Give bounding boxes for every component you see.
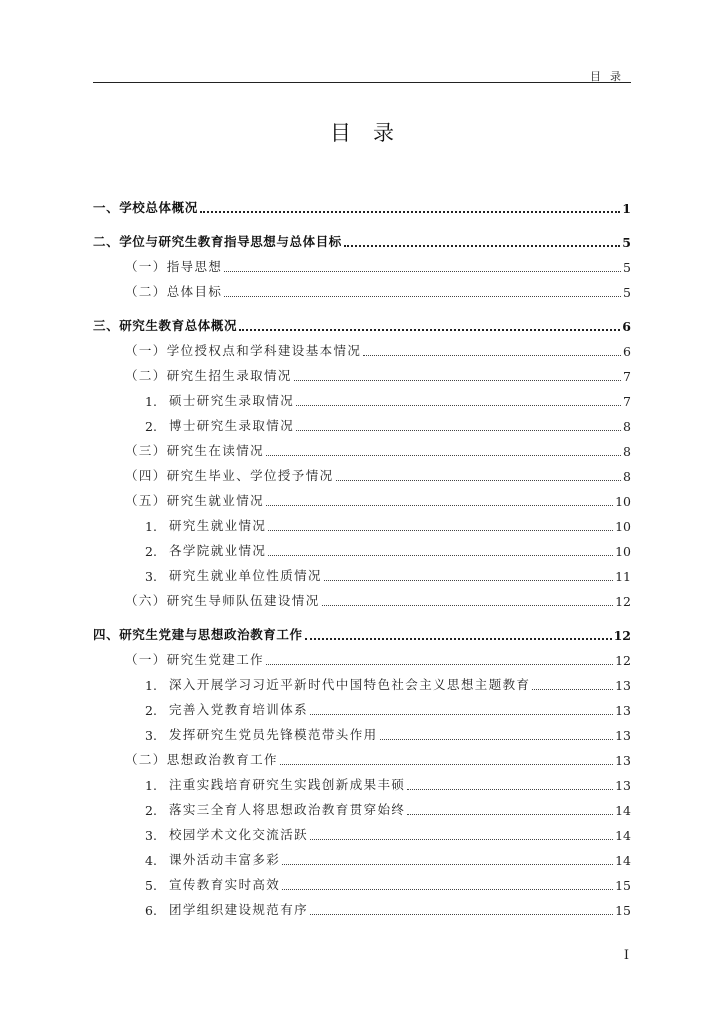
toc-entry[interactable]: [93, 893, 631, 918]
toc-entry[interactable]: [93, 459, 631, 484]
toc-page-number: 1: [622, 201, 631, 216]
toc-page-number: 14: [615, 803, 631, 818]
toc-dot-leader: [266, 455, 621, 456]
toc-entry-number: 2.: [145, 803, 157, 818]
toc-entry-number: 1.: [145, 394, 157, 409]
toc-dot-leader: [224, 271, 621, 272]
toc-entry-label: 博士研究生录取情况: [169, 418, 295, 433]
toc-entry[interactable]: [93, 843, 631, 868]
toc-entry-label: 三、研究生教育总体概况: [93, 318, 238, 333]
toc-entry-label: 课外活动丰富多彩: [169, 852, 281, 867]
toc-entry-label: （四）研究生毕业、学位授予情况: [125, 468, 334, 483]
toc-page-number: 10: [615, 519, 631, 534]
toc-entry[interactable]: [93, 818, 631, 843]
toc-page-number: 8: [623, 469, 631, 484]
toc-entry-number: 3.: [145, 728, 157, 743]
toc-dot-leader: [239, 329, 620, 331]
table-of-contents: [93, 191, 631, 918]
toc-dot-leader: [296, 405, 621, 406]
toc-page-number: 5: [622, 235, 631, 250]
toc-entry[interactable]: [93, 250, 631, 275]
toc-entry[interactable]: [93, 275, 631, 300]
toc-entry-label: 研究生就业情况: [169, 518, 267, 533]
toc-entry-number: 1.: [145, 519, 157, 534]
toc-entry-number: 3.: [145, 828, 157, 843]
toc-dot-leader: [322, 605, 613, 606]
toc-entry-label: （五）研究生就业情况: [125, 493, 265, 508]
toc-page-number: 13: [615, 778, 631, 793]
toc-entry-number: 1.: [145, 678, 157, 693]
toc-dot-leader: [324, 580, 613, 581]
toc-dot-leader: [532, 689, 613, 690]
toc-entry[interactable]: [93, 718, 631, 743]
toc-dot-leader: [407, 814, 613, 815]
toc-entry[interactable]: [93, 693, 631, 718]
toc-dot-leader: [310, 714, 613, 715]
toc-page-number: 10: [615, 494, 631, 509]
toc-entry-label: 四、研究生党建与思想政治教育工作: [93, 627, 303, 642]
toc-entry-number: 4.: [145, 853, 157, 868]
toc-entry[interactable]: [93, 743, 631, 768]
toc-entry-label: 完善入党教育培训体系: [169, 702, 309, 717]
toc-dot-leader: [266, 664, 613, 665]
toc-entry-label: 发挥研究生党员先锋模范带头作用: [169, 727, 378, 742]
toc-dot-leader: [294, 380, 621, 381]
toc-entry[interactable]: [93, 359, 631, 384]
page-title: 目录: [330, 121, 416, 145]
toc-entry-label: 注重实践培育研究生实践创新成果丰硕: [169, 777, 406, 792]
toc-entry-label: （一）学位授权点和学科建设基本情况: [125, 343, 362, 358]
toc-entry[interactable]: [93, 409, 631, 434]
toc-entry[interactable]: [93, 509, 631, 534]
toc-entry-number: 1.: [145, 778, 157, 793]
toc-dot-leader: [266, 505, 613, 506]
toc-page-number: 14: [615, 828, 631, 843]
toc-dot-leader: [200, 211, 620, 213]
toc-dot-leader: [280, 764, 613, 765]
toc-page-number: 13: [615, 678, 631, 693]
toc-entry[interactable]: [93, 225, 631, 250]
toc-dot-leader: [310, 914, 613, 915]
toc-dot-leader: [268, 530, 613, 531]
toc-entry-label: 团学组织建设规范有序: [169, 902, 309, 917]
toc-entry[interactable]: [93, 768, 631, 793]
toc-page-number: 6: [623, 344, 631, 359]
toc-page-number: 15: [615, 903, 631, 918]
toc-dot-leader: [344, 245, 620, 247]
toc-dot-leader: [224, 296, 621, 297]
toc-page-number: 5: [623, 260, 631, 275]
toc-page-number: 7: [623, 394, 631, 409]
toc-dot-leader: [336, 480, 621, 481]
toc-dot-leader: [282, 864, 613, 865]
footer-page-number: I: [623, 948, 629, 963]
toc-entry[interactable]: [93, 559, 631, 584]
toc-page-number: 15: [615, 878, 631, 893]
toc-entry-number: 2.: [145, 419, 157, 434]
toc-entry-number: 3.: [145, 569, 157, 584]
toc-entry-label: （二）研究生招生录取情况: [125, 368, 292, 383]
toc-page-number: 5: [623, 285, 631, 300]
toc-entry[interactable]: [93, 191, 631, 216]
toc-dot-leader: [363, 355, 621, 356]
toc-page-number: 7: [623, 369, 631, 384]
toc-page-number: 13: [615, 703, 631, 718]
toc-entry-number: 5.: [145, 878, 157, 893]
toc-page-number: 12: [615, 653, 631, 668]
toc-page-number: 11: [615, 569, 631, 584]
running-header: 目录: [590, 70, 630, 83]
toc-entry-label: 各学院就业情况: [169, 543, 267, 558]
toc-dot-leader: [407, 789, 613, 790]
toc-entry-label: （一）研究生党建工作: [125, 652, 265, 667]
toc-entry-label: 深入开展学习习近平新时代中国特色社会主义思想主题教育: [169, 677, 531, 692]
toc-entry[interactable]: [93, 793, 631, 818]
toc-entry-label: （一）指导思想: [125, 259, 223, 274]
toc-entry[interactable]: [93, 434, 631, 459]
toc-entry-label: 硕士研究生录取情况: [169, 393, 295, 408]
toc-entry-label: （二）思想政治教育工作: [125, 752, 278, 767]
toc-page-number: 12: [613, 628, 631, 643]
toc-dot-leader: [305, 638, 612, 640]
toc-entry-label: （六）研究生导师队伍建设情况: [125, 593, 320, 608]
toc-entry-number: 2.: [145, 544, 157, 559]
toc-page-number: 8: [623, 419, 631, 434]
toc-entry-number: 6.: [145, 903, 157, 918]
toc-entry[interactable]: [93, 584, 631, 609]
toc-entry-label: 二、学位与研究生教育指导思想与总体目标: [93, 234, 342, 249]
toc-dot-leader: [268, 555, 613, 556]
toc-page-number: 8: [623, 444, 631, 459]
toc-page-number: 12: [615, 594, 631, 609]
toc-entry[interactable]: [93, 384, 631, 409]
toc-dot-leader: [310, 839, 613, 840]
toc-entry-number: 2.: [145, 703, 157, 718]
toc-page-number: 10: [615, 544, 631, 559]
toc-entry-label: 研究生就业单位性质情况: [169, 568, 322, 583]
toc-entry[interactable]: [93, 643, 631, 668]
header-rule: [93, 82, 631, 83]
toc-entry[interactable]: [93, 334, 631, 359]
toc-entry[interactable]: [93, 618, 631, 643]
toc-dot-leader: [380, 739, 614, 740]
toc-entry[interactable]: [93, 668, 631, 693]
toc-page-number: 6: [622, 319, 631, 334]
toc-entry[interactable]: [93, 484, 631, 509]
toc-entry-label: （三）研究生在读情况: [125, 443, 265, 458]
toc-entry-label: （二）总体目标: [125, 284, 223, 299]
toc-entry-label: 校园学术文化交流活跃: [169, 827, 309, 842]
toc-page-number: 13: [615, 753, 631, 768]
toc-entry-label: 一、学校总体概况: [93, 200, 198, 215]
toc-page-number: 14: [615, 853, 631, 868]
toc-entry-label: 宣传教育实时高效: [169, 877, 281, 892]
toc-dot-leader: [282, 889, 613, 890]
toc-entry[interactable]: [93, 868, 631, 893]
toc-page-number: 13: [615, 728, 631, 743]
toc-entry[interactable]: [93, 309, 631, 334]
toc-entry-label: 落实三全育人将思想政治教育贯穿始终: [169, 802, 406, 817]
toc-dot-leader: [296, 430, 621, 431]
toc-entry[interactable]: [93, 534, 631, 559]
